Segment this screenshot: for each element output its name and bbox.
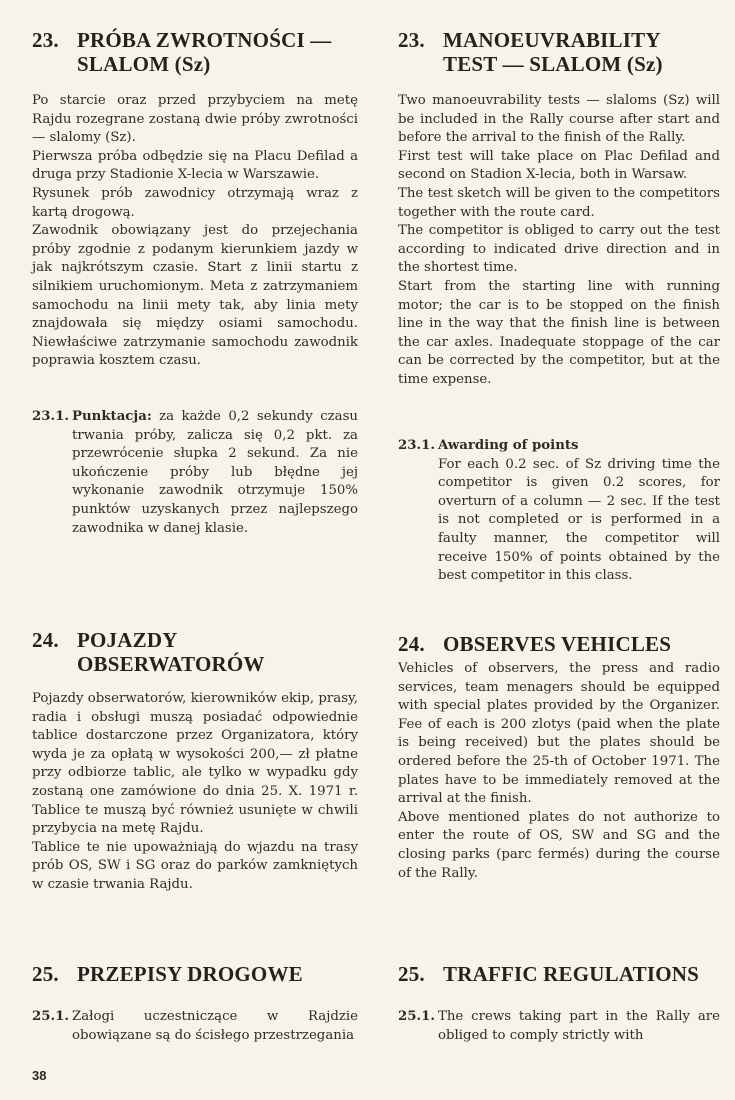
subsection-25-1-pl [32, 1008, 358, 1045]
paragraph: Zawodnik obowiązany jest do przejechania próby zgodnie z podanym kierunkiem jazdy w jak najkrótszym czasie. Start z linii startu z silnikiem uruchomionym. Meta z zatrzymaniem samochodu na linii mety tak, aby linia mety znajdowała się między osiami samochodu. Niewłaściwe zatrzymanie samochodu zawodnik poprawia kosztem czasu. [32, 223, 358, 369]
section-23-body-pl [32, 92, 358, 371]
section-24-body-pl [32, 690, 358, 895]
section-24-body-en [398, 660, 720, 883]
paragraph: The competitor is obliged to carry out the test according to indicated drive direction and in the shortest time. [398, 223, 720, 276]
section-title: TRAFFIC REGULATIONS [443, 962, 700, 986]
subsection-text: za każde 0,2 sekundy czasu trwania próby, zalicza się 0,2 pkt. za przewrócenie słupka 2 sekund. Za nie ukończenie próby lub błędne jej wykonanie zawodnik otrzymuje 150% punktów uzyskanych przez najlepszego zawodnika w danej klasie. [72, 409, 358, 536]
subsection-23-1-en [398, 437, 720, 586]
section-title: MANOEUVRABILITY TEST — SLALOM (Sz) [443, 28, 663, 76]
page-number: 38 [32, 1068, 47, 1083]
subsection-title: Punktacja: [72, 409, 152, 424]
paragraph: First test will take place on Plac Defilad and second on Stadion X-lecia, both in Warsaw. [398, 148, 720, 183]
subsection-text: Załogi uczestniczące w Rajdzie obowiązane są do ścisłego przestrzegania [72, 1009, 358, 1043]
subsection-number: 23.1. [398, 438, 436, 453]
paragraph: Two manoeuvrability tests — slaloms (Sz) will be included in the Rally course after start and before the arrival to the finish of the Rally. [398, 93, 720, 146]
section-number: 25. [398, 962, 425, 986]
section-title: POJAZDY OBSERWATORÓW [77, 628, 265, 676]
paragraph: Po starcie oraz przed przybyciem na metę Rajdu rozegrane zostaną dwie próby zwrotności — slalomy (Sz). [32, 93, 358, 146]
paragraph: Tablice te nie upoważniają do wjazdu na trasy prób OS, SW i SG oraz do parków zamkniętych w czasie trwania Rajdu. [32, 839, 358, 892]
subsection-23-1-pl [32, 408, 358, 538]
section-title: OBSERVES VEHICLES [443, 632, 672, 656]
paragraph: Vehicles of observers, the press and radio services, team menagers should be equipped with special plates provided by the Organizer. Fee of each is 200 zlotys (paid when the plate is being received) but the plates should be ordered before the 25-th of October 1971. The plates have to be immediately removed at the arrival at the finish. [398, 661, 720, 807]
section-23-body-en [398, 92, 720, 390]
section-title: PRÓBA ZWROTNOŚCI — SLALOM (Sz) [77, 28, 332, 76]
subsection-number: 25.1. [398, 1009, 436, 1024]
subsection-25-1-en [398, 1008, 720, 1045]
section-number: 24. [398, 632, 425, 656]
section-number: 25. [32, 962, 59, 986]
paragraph: Above mentioned plates do not authorize to enter the route of OS, SW and SG and the closing parks (parc fermés) during the course of the Rally. [398, 809, 720, 881]
subsection-number: 25.1. [32, 1009, 70, 1024]
paragraph: The test sketch will be given to the competitors together with the route card. [398, 185, 720, 220]
subsection-text: For each 0.2 sec. of Sz driving time the competitor is given 0.2 scores, for overturn of a column — 2 sec. If the test is not completed or is performed in a faulty manner, the competitor will receive 150% of points obtained by the best competitor in this class. [438, 456, 720, 584]
subsection-number: 23.1. [32, 409, 70, 424]
section-number: 23. [398, 28, 425, 52]
paragraph: Rysunek prób zawodnicy otrzymają wraz z kartą drogową. [32, 185, 358, 220]
section-number: 24. [32, 628, 59, 652]
paragraph: Start from the starting line with running motor; the car is to be stopped on the finish line in the way that the finish line is between the car axles. Inadequate stoppage of the car can be corrected by the competitor, but at the time expense. [398, 278, 720, 387]
section-number: 23. [32, 28, 59, 52]
subsection-title: Awarding of points [438, 438, 579, 453]
subsection-text: The crews taking part in the Rally are obliged to comply strictly with [438, 1009, 720, 1043]
section-title: PRZEPISY DROGOWE [77, 962, 303, 986]
paragraph: Pierwsza próba odbędzie się na Placu Defilad a druga przy Stadionie X-lecia w Warszawie. [32, 148, 358, 183]
paragraph: Pojazdy obserwatorów, kierowników ekip, prasy, radia i obsługi muszą posiadać odpowiednie tablice dostarczone przez Organizatora, który wyda je za opłatą w wysokości 200,— zł płatne przy odbiorze tablic, ale tylko w wypadku gdy zostaną one zamówione do dnia 25. X. 1971 r. Tablice te muszą być również usunięte w chwili przybycia na metę Rajdu. [32, 691, 358, 837]
